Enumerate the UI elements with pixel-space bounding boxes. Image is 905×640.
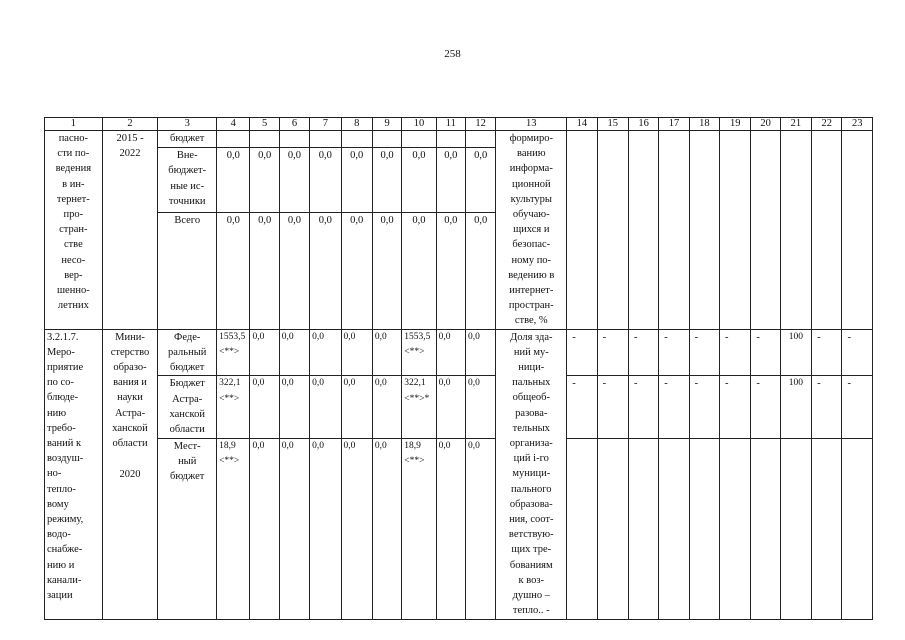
indicator-value-cell: - [628, 376, 658, 438]
indicator-value-cell [720, 438, 751, 619]
funding-source-cell: Мест- ный бюджет [158, 438, 217, 619]
column-header: 8 [341, 118, 372, 131]
period-text: 2020 [119, 469, 141, 481]
value-cell: 0,0 [341, 329, 372, 376]
indicator-value-cell: 100 [780, 329, 811, 376]
value-cell: 0,0 [279, 376, 309, 438]
executor-text: Мини- стерство образо- вания и науки Астра- ханской области [110, 331, 150, 450]
value-cell: 0,0 [466, 329, 496, 376]
column-header: 7 [310, 118, 341, 131]
indicator-value-cell: - [842, 329, 873, 376]
indicator-value-cell [628, 438, 658, 619]
value-cell [310, 131, 341, 148]
measure-name-cell: 3.2.1.7. Меро- приятие по со- блюде- нию требо- ваний к воздуш- но- тепло- вому режиму, водо- снабже- нию и канали- зации [45, 329, 103, 619]
funding-source-cell: бюджет [158, 131, 217, 148]
column-header: 18 [689, 118, 719, 131]
column-header: 19 [720, 118, 751, 131]
amount-cell: 18,9 <**> [217, 438, 250, 619]
amount-cell: 322,1 <**> [217, 376, 250, 438]
indicator-value-cell: - [689, 329, 719, 376]
value-cell: 0,0 [436, 148, 465, 213]
column-header: 4 [217, 118, 250, 131]
value-cell: 0,0 [436, 213, 465, 329]
value-cell: 0,0 [341, 213, 372, 329]
value-cell: 0,0 [372, 376, 401, 438]
column-header: 5 [250, 118, 279, 131]
measure-name-cell: пасно- сти по- ведения в ин- тернет- про- стран- стве несо- вер- шенно- летних [45, 131, 103, 330]
column-header: 11 [436, 118, 465, 131]
amount-cell: 1553,5 <**> [402, 329, 436, 376]
indicator-value-cell [689, 438, 719, 619]
column-header: 23 [842, 118, 873, 131]
indicator-value-cell: - [628, 329, 658, 376]
indicator-value-cell: - [751, 376, 780, 438]
indicator-year-cell [842, 131, 873, 330]
indicator-value-cell [842, 438, 873, 619]
period-cell: 2015 - 2022 [102, 131, 158, 330]
indicator-year-cell [689, 131, 719, 330]
amount-cell: 322,1 <**>* [402, 376, 436, 438]
indicator-name-cell: Доля зда- ний му- ници- пальных общеоб- разова- тельных организа- ций i-го муници- пального образова- ния, соот- ветствую- щих тре- бованиям к воз- душно – тепло.. - [496, 329, 567, 619]
value-cell: 0,0 [436, 329, 465, 376]
value-cell: 0,0 [372, 329, 401, 376]
indicator-value-cell [659, 438, 689, 619]
value-cell [466, 131, 496, 148]
value-cell: 0,0 [466, 213, 496, 329]
indicator-name-cell: формиро- ванию информа- ционной культуры обучаю- щихся и безопас- ному по- ведению в интернет- простран- стве, % [496, 131, 567, 330]
value-cell: 0,0 [436, 376, 465, 438]
value-cell [250, 131, 279, 148]
indicator-value-cell: - [567, 376, 597, 438]
indicator-year-cell [597, 131, 628, 330]
value-cell: 0,0 [250, 213, 279, 329]
value-cell [402, 131, 436, 148]
value-cell: 0,0 [466, 148, 496, 213]
page-number: 258 [444, 48, 461, 60]
indicator-value-cell: - [751, 329, 780, 376]
indicator-value-cell [567, 438, 597, 619]
value-cell [279, 131, 309, 148]
table-row [45, 376, 873, 438]
executor-period-cell [102, 329, 158, 619]
indicator-value-cell [751, 438, 780, 619]
column-header: 16 [628, 118, 658, 131]
value-cell: 0,0 [310, 438, 341, 619]
column-header: 9 [372, 118, 401, 131]
indicator-value-cell [597, 438, 628, 619]
column-header: 22 [812, 118, 842, 131]
indicator-year-cell [567, 131, 597, 330]
column-header: 2 [102, 118, 158, 131]
column-header: 12 [466, 118, 496, 131]
value-cell: 0,0 [372, 438, 401, 619]
indicator-value-cell: - [812, 376, 842, 438]
value-cell: 0,0 [466, 376, 496, 438]
value-cell: 0,0 [279, 438, 309, 619]
table-body [45, 118, 873, 620]
funding-source-cell: Вне- бюджет- ные ис- точники [158, 148, 217, 213]
value-cell: 0,0 [402, 148, 436, 213]
header-row [45, 118, 873, 131]
table-row [45, 438, 873, 619]
indicator-year-cell [720, 131, 751, 330]
value-cell [217, 131, 250, 148]
table-row [45, 329, 873, 376]
value-cell: 0,0 [372, 213, 401, 329]
indicator-value-cell: - [812, 329, 842, 376]
value-cell: 0,0 [279, 213, 309, 329]
column-header: 10 [402, 118, 436, 131]
value-cell: 0,0 [250, 148, 279, 213]
value-cell: 0,0 [341, 376, 372, 438]
value-cell: 0,0 [310, 213, 341, 329]
indicator-year-cell [659, 131, 689, 330]
funding-source-cell: Бюджет Астра- ханской области [158, 376, 217, 438]
indicator-value-cell: - [720, 376, 751, 438]
funding-source-cell: Всего [158, 213, 217, 329]
column-header: 1 [45, 118, 103, 131]
value-cell: 0,0 [310, 329, 341, 376]
indicator-value-cell: - [567, 329, 597, 376]
value-cell: 0,0 [217, 213, 250, 329]
indicator-value-cell: - [689, 376, 719, 438]
indicator-year-cell [751, 131, 780, 330]
value-cell: 0,0 [310, 148, 341, 213]
value-cell: 0,0 [372, 148, 401, 213]
value-cell: 0,0 [466, 438, 496, 619]
amount-cell: 18,9 <**> [402, 438, 436, 619]
indicator-year-cell [628, 131, 658, 330]
indicator-value-cell: 100 [780, 376, 811, 438]
indicator-value-cell [812, 438, 842, 619]
indicator-value-cell: - [659, 329, 689, 376]
value-cell: 0,0 [250, 329, 279, 376]
value-cell: 0,0 [310, 376, 341, 438]
column-header: 15 [597, 118, 628, 131]
value-cell: 0,0 [402, 213, 436, 329]
indicator-year-cell [780, 131, 811, 330]
indicator-value-cell [780, 438, 811, 619]
indicator-value-cell: - [597, 329, 628, 376]
column-header: 21 [780, 118, 811, 131]
value-cell: 0,0 [279, 329, 309, 376]
indicator-year-cell [812, 131, 842, 330]
value-cell: 0,0 [279, 148, 309, 213]
indicator-value-cell: - [842, 376, 873, 438]
column-header: 17 [659, 118, 689, 131]
funding-source-cell: Феде- ральный бюджет [158, 329, 217, 376]
value-cell [372, 131, 401, 148]
budget-table [44, 117, 873, 620]
column-header: 3 [158, 118, 217, 131]
column-header: 6 [279, 118, 309, 131]
column-header: 13 [496, 118, 567, 131]
value-cell: 0,0 [436, 438, 465, 619]
value-cell: 0,0 [250, 438, 279, 619]
value-cell [436, 131, 465, 148]
value-cell: 0,0 [250, 376, 279, 438]
indicator-value-cell: - [597, 376, 628, 438]
value-cell [341, 131, 372, 148]
amount-cell: 1553,5 <**> [217, 329, 250, 376]
indicator-value-cell: - [720, 329, 751, 376]
column-header: 14 [567, 118, 597, 131]
indicator-value-cell: - [659, 376, 689, 438]
column-header: 20 [751, 118, 780, 131]
value-cell: 0,0 [217, 148, 250, 213]
value-cell: 0,0 [341, 148, 372, 213]
value-cell: 0,0 [341, 438, 372, 619]
table-row [45, 131, 873, 148]
